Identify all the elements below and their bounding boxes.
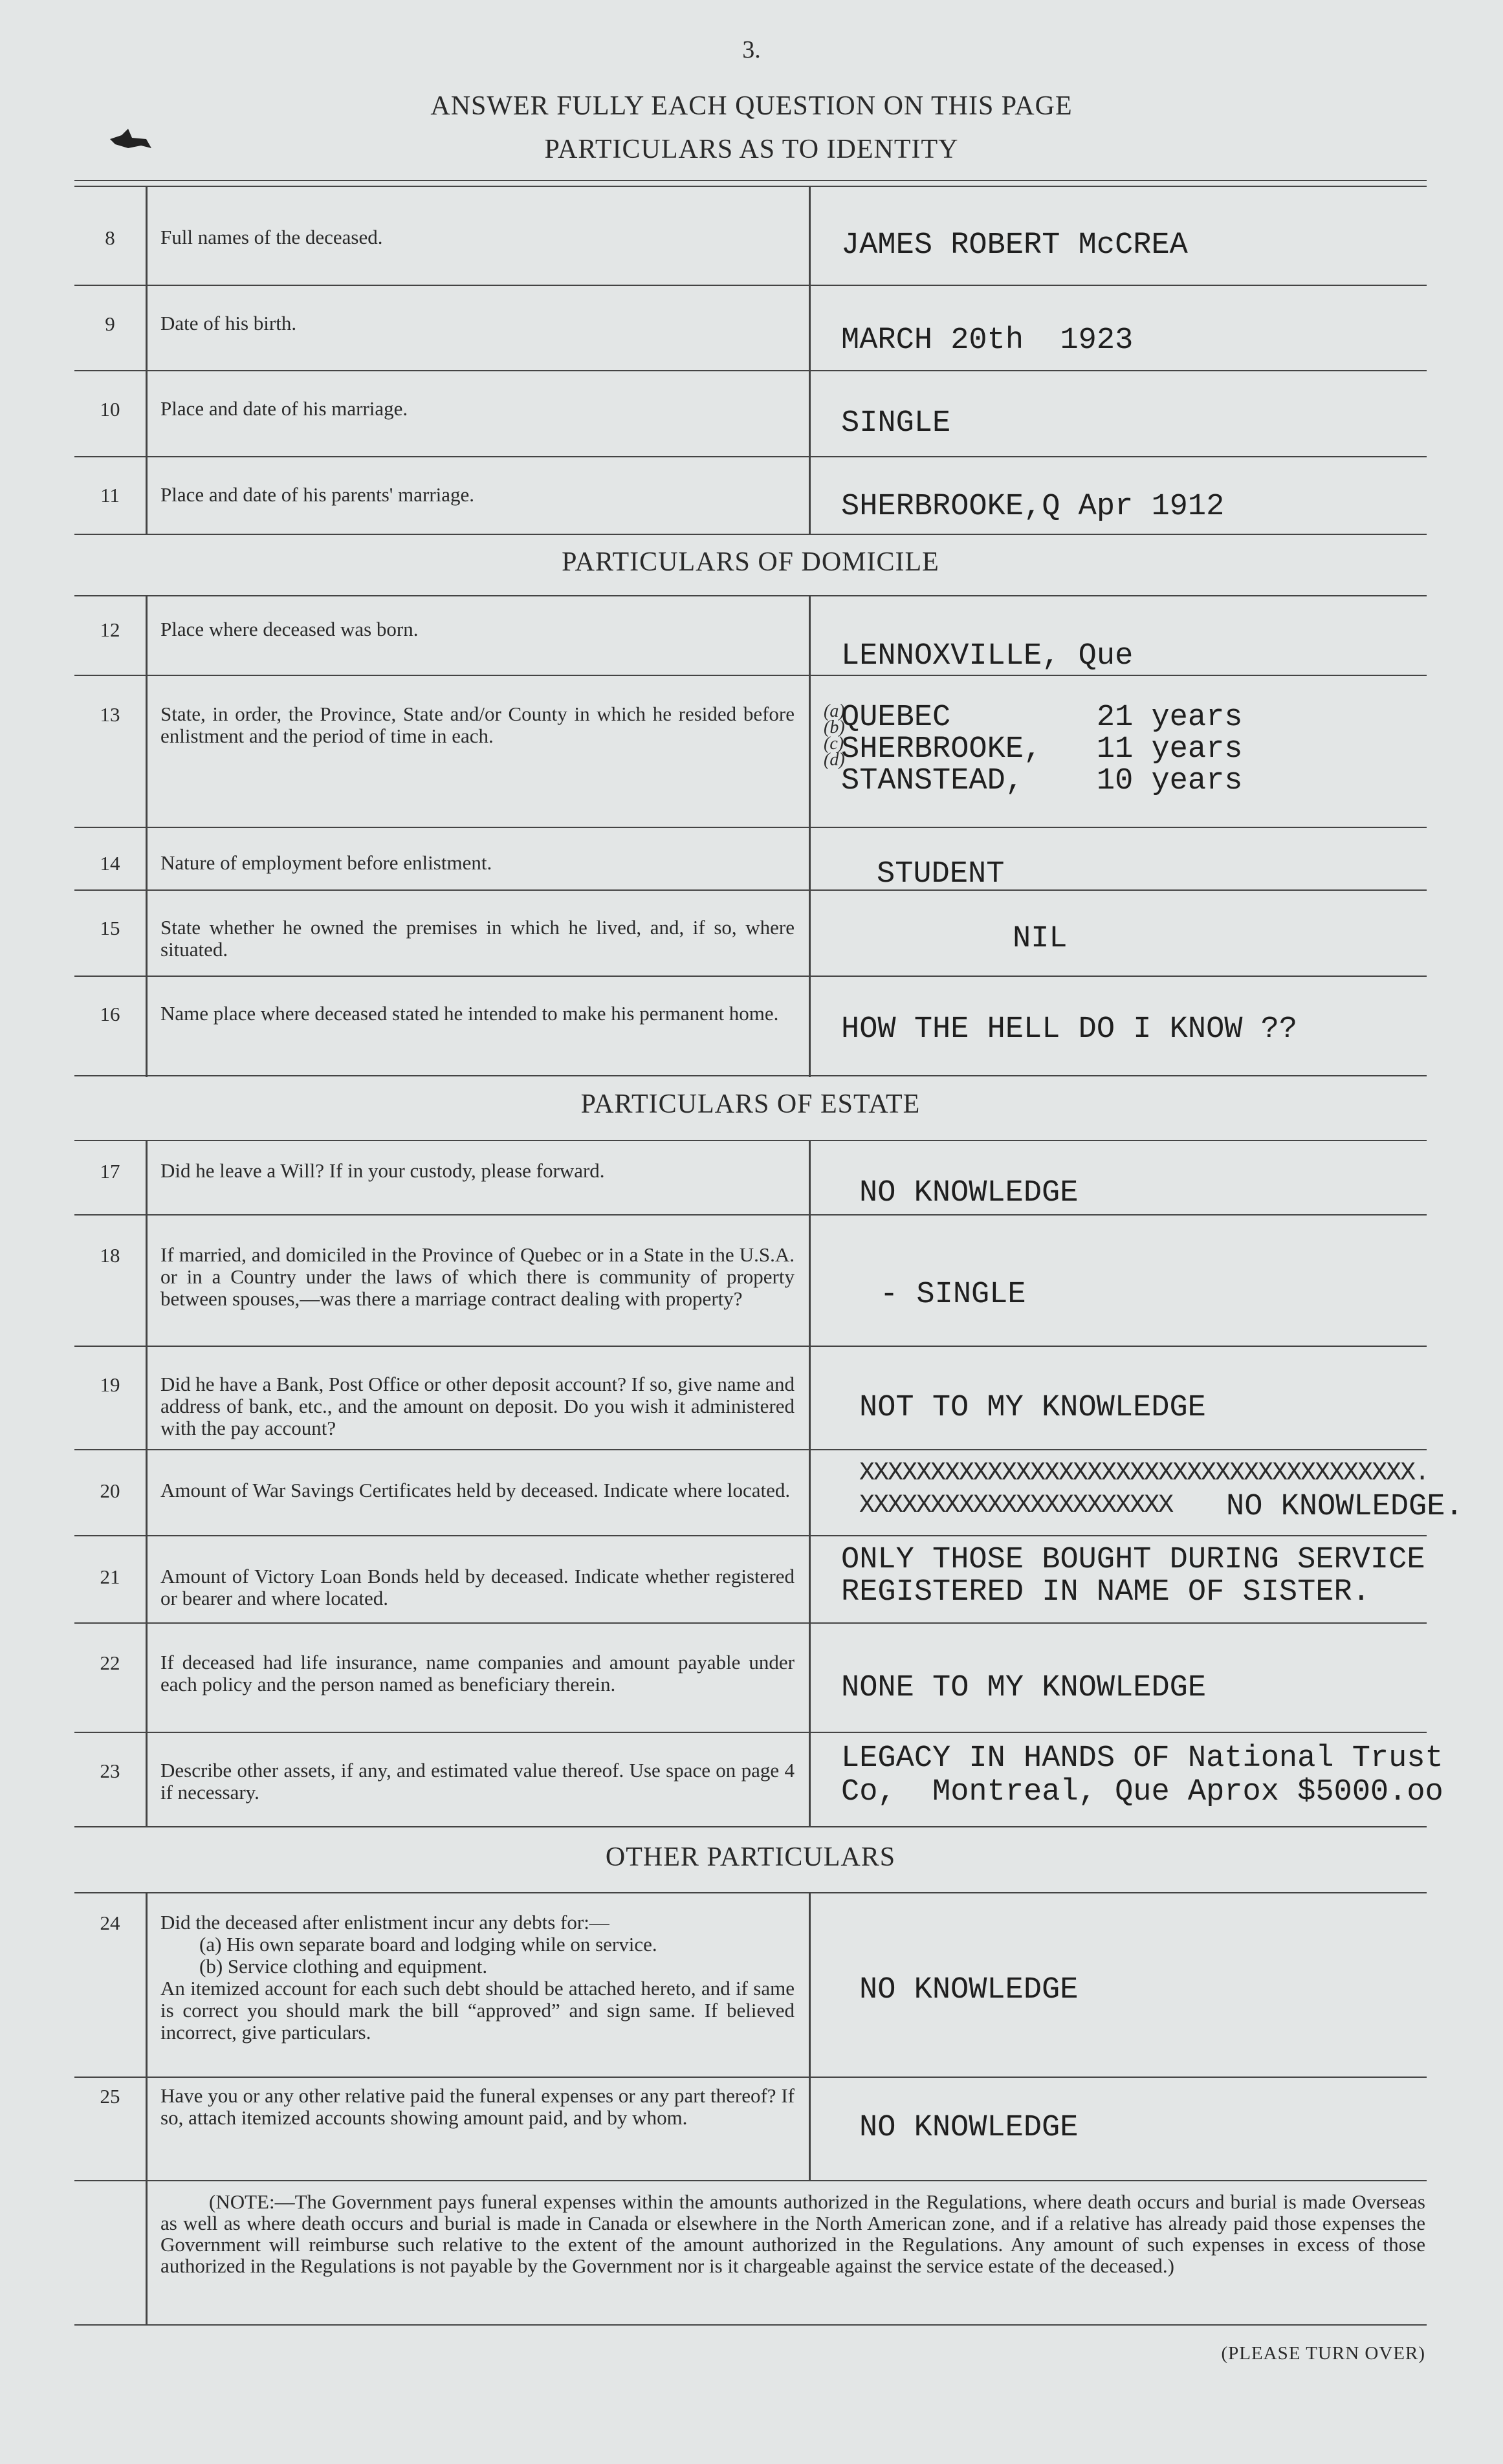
row-number: 10 <box>100 398 120 420</box>
question-text: Full names of the deceased. <box>160 226 383 248</box>
question-text: If deceased had life insurance, name companies and amount payable under each policy and the person named as beneficiary therein. <box>160 1651 795 1695</box>
divider <box>74 186 1427 187</box>
row-number: 15 <box>100 917 120 939</box>
divider <box>74 1449 1427 1450</box>
identity-heading: PARTICULARS AS TO IDENTITY <box>544 135 959 164</box>
question-text: Did the deceased after enlistment incur any debts for:— (a) His own separate board and lodging while on service. (b) Service clothing and equipment. An itemized account for each such debt should be attached hereto, and if same is correct you should mark the bill “approved” and sign same. If believed incorrect, give particulars. <box>160 1911 795 2044</box>
divider <box>146 1892 148 2324</box>
footer-please-turn-over: (PLEASE TURN OVER) <box>1221 2343 1425 2364</box>
item-letters: (a) (b) (c) (d) <box>824 701 845 770</box>
note-text: (NOTE:—The Government pays funeral expenses within the amounts authorized in the Regulations, where death occurs and burial is made Overseas as well as where death occurs and burial is made in Canada or elsewhere in the North American zone, and if a relative has already paid those expenses the Government will reimburse such relative to the extent of the amount authorized in the Regulations. Any amount of such expenses in excess of those authorized in the Regulations is not payable by the Government nor is it chargeable against the service estate of the deceased.) <box>160 2190 1425 2277</box>
question-text: Date of his birth. <box>160 312 297 334</box>
row-number: 12 <box>100 618 120 641</box>
answer-premises: NIL <box>1013 922 1068 956</box>
divider <box>74 1535 1427 1536</box>
divider <box>74 285 1427 286</box>
answer-full-name: JAMES ROBERT McCREA <box>841 228 1188 263</box>
answer-employment: STUDENT <box>877 857 1005 891</box>
divider <box>74 1075 1427 1076</box>
divider <box>74 370 1427 371</box>
struck-text: XXXXXXXXXXXXXXXXXXXXXX <box>859 1491 1173 1520</box>
divider <box>74 1346 1427 1347</box>
divider <box>74 2324 1427 2326</box>
divider <box>146 1140 148 1827</box>
row-number: 21 <box>100 1565 120 1588</box>
question-text: State whether he owned the premises in which he lived, and, if so, where situated. <box>160 916 795 961</box>
question-text: Place and date of his parents' marriage. <box>160 483 475 506</box>
divider <box>809 186 811 535</box>
section-heading-other: OTHER PARTICULARS <box>605 1842 896 1872</box>
divider <box>74 675 1427 676</box>
question-text: Amount of Victory Loan Bonds held by deceased. Indicate whether registered or bearer and where located. <box>160 1565 795 1609</box>
row-number: 24 <box>100 1912 120 1934</box>
answer-marriage-contract: - SINGLE <box>880 1278 1026 1312</box>
answer-life-insurance: NONE TO MY KNOWLEDGE <box>841 1671 1207 1705</box>
divider <box>809 1140 811 1827</box>
answer-marriage: SINGLE <box>841 406 951 441</box>
divider <box>74 889 1427 891</box>
divider <box>74 1622 1427 1624</box>
question-text: If married, and domiciled in the Province of Quebec or in a State in the U.S.A. or in a Country under the laws of which there is community of property between spouses,—was there a marriage contract dealing with property? <box>160 1243 795 1310</box>
divider <box>74 1140 1427 1141</box>
section-heading-estate: PARTICULARS OF ESTATE <box>580 1089 921 1119</box>
row-number: 9 <box>105 312 115 335</box>
answer-birth-date: MARCH 20th 1923 <box>841 323 1134 358</box>
answer-funeral-expenses: NO KNOWLEDGE <box>859 2111 1079 2145</box>
row-number: 17 <box>100 1160 120 1183</box>
row-number: 16 <box>100 1003 120 1025</box>
divider <box>74 534 1427 535</box>
row-number: 19 <box>100 1373 120 1396</box>
answer-debts: NO KNOWLEDGE <box>859 1973 1079 2007</box>
question-text: Have you or any other relative paid the funeral expenses or any part thereof? If so, attach itemized accounts showing amount paid, and by whom. <box>160 2084 795 2129</box>
divider <box>74 1214 1427 1216</box>
divider <box>146 595 148 1077</box>
question-text: State, in order, the Province, State and/or County in which he resided before enlistment and the period of time in each. <box>160 703 795 747</box>
question-text: Nature of employment before enlistment. <box>160 851 492 874</box>
question-text: Place and date of his marriage. <box>160 397 408 420</box>
divider <box>74 2077 1427 2078</box>
divider <box>809 595 811 1077</box>
row-number: 8 <box>105 226 115 249</box>
divider <box>74 456 1427 457</box>
divider <box>74 595 1427 596</box>
question-text: Name place where deceased stated he intended to make his permanent home. <box>160 1002 779 1025</box>
divider <box>74 1826 1427 1827</box>
row-number: 18 <box>100 1244 120 1267</box>
divider <box>74 180 1427 181</box>
divider <box>146 186 148 535</box>
answer-residences: QUEBEC 21 years SHERBROOKE, 11 years STANSTEAD, 10 years <box>841 701 1243 798</box>
answer-permanent-home: HOW THE HELL DO I KNOW ?? <box>841 1012 1298 1047</box>
answer-bank-account: NOT TO MY KNOWLEDGE <box>859 1391 1206 1425</box>
question-text: Did he have a Bank, Post Office or other deposit account? If so, give name and address of bank, etc., and the amount on deposit. Do you wish it administered with the pay account? <box>160 1373 795 1439</box>
question-text: Amount of War Savings Certificates held by deceased. Indicate where located. <box>160 1479 791 1501</box>
struck-text: XXXXXXXXXXXXXXXXXXXXXXXXXXXXXXXXXXXXXXX. <box>859 1459 1429 1488</box>
row-number: 11 <box>100 484 120 507</box>
question-text: Describe other assets, if any, and estimated value thereof. Use space on page 4 if necessary. <box>160 1759 795 1804</box>
page-heading: ANSWER FULLY EACH QUESTION ON THIS PAGE <box>430 91 1073 121</box>
page-number: 3. <box>742 36 761 63</box>
answer-birthplace: LENNOXVILLE, Que <box>841 639 1134 673</box>
section-heading-domicile: PARTICULARS OF DOMICILE <box>562 547 939 577</box>
divider <box>74 976 1427 977</box>
question-text: Place where deceased was born. <box>160 618 419 640</box>
divider <box>74 1732 1427 1733</box>
question-text: Did he leave a Will? If in your custody, please forward. <box>160 1159 605 1182</box>
row-number: 13 <box>100 703 120 726</box>
answer-parents-marriage: SHERBROOKE,Q Apr 1912 <box>841 490 1225 524</box>
row-number: 20 <box>100 1479 120 1502</box>
row-number: 23 <box>100 1760 120 1782</box>
divider <box>809 1892 811 2181</box>
row-number: 25 <box>100 2085 120 2108</box>
answer-war-savings: NO KNOWLEDGE. <box>1226 1490 1464 1524</box>
row-number: 14 <box>100 852 120 875</box>
divider <box>74 1892 1427 1893</box>
divider <box>74 2180 1427 2181</box>
row-number: 22 <box>100 1652 120 1674</box>
divider <box>74 827 1427 828</box>
answer-victory-bonds: ONLY THOSE BOUGHT DURING SERVICE REGISTERED IN NAME OF SISTER. <box>841 1543 1425 1609</box>
answer-will: NO KNOWLEDGE <box>859 1176 1079 1210</box>
answer-other-assets: LEGACY IN HANDS OF National Trust Co, Montreal, Que Aprox $5000.oo <box>841 1741 1443 1809</box>
